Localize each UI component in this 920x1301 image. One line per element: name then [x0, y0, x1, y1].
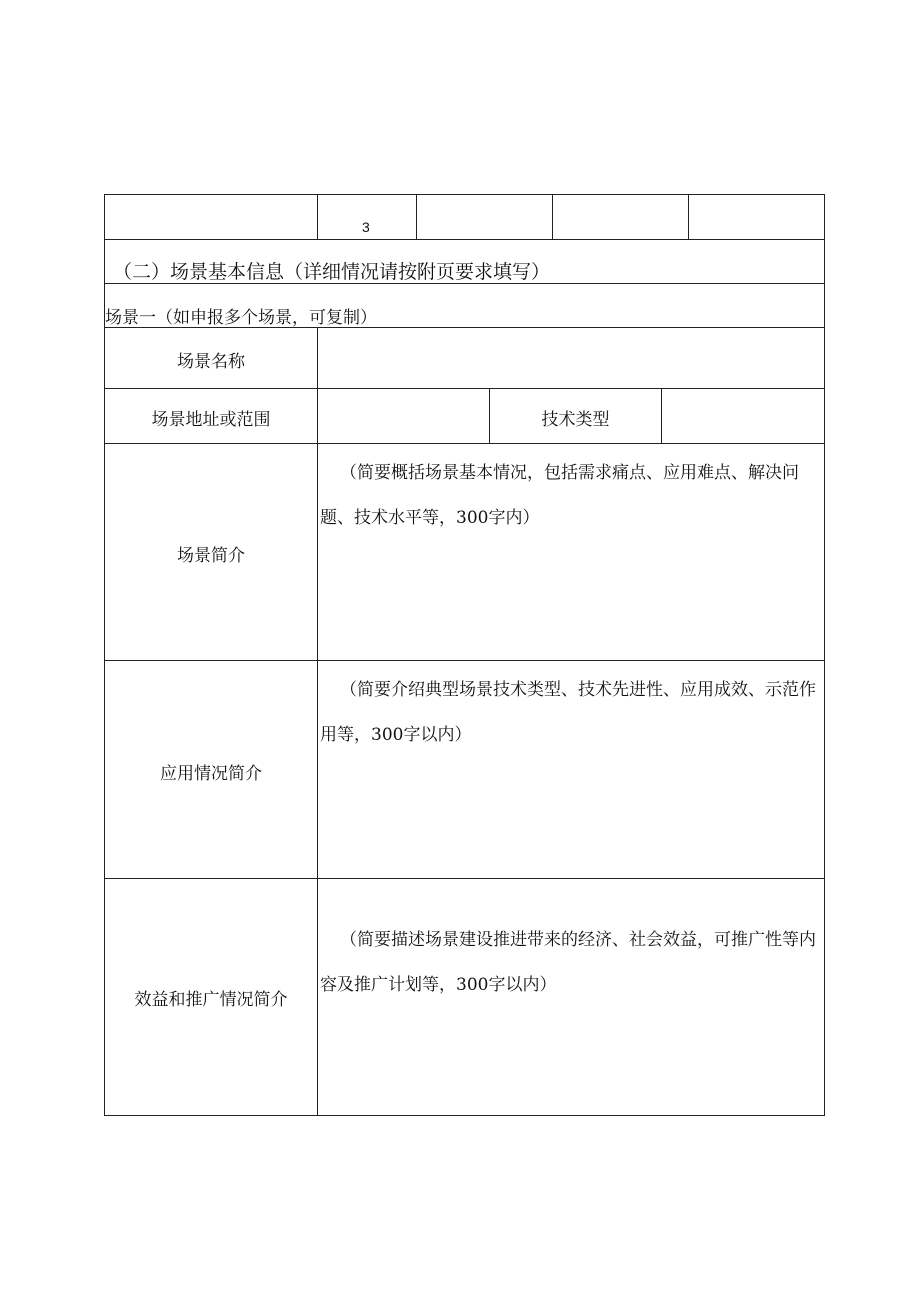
col-divider	[317, 194, 318, 239]
scene-summary-label: 场景简介	[177, 546, 245, 566]
benefit-hint[interactable]	[320, 918, 820, 1008]
row1-col2-value: 3	[362, 219, 370, 235]
scene-name-label: 场景名称	[177, 352, 245, 372]
application-hint-text: （简要介绍典型场景技术类型、技术先进性、应用成效、示范作用等，300字以内）	[320, 680, 816, 745]
tech-type-label: 技术类型	[541, 410, 610, 430]
benefit-hint-text: （简要描述场景建设推进带来的经济、社会效益，可推广性等内容及推广计划等，300字以内）	[320, 930, 816, 995]
application-hint[interactable]	[320, 668, 820, 758]
row-divider	[104, 660, 825, 661]
col-divider	[416, 194, 417, 239]
scene-name-field[interactable]	[318, 328, 824, 388]
row-divider	[104, 239, 825, 240]
scene-summary-hint-text: （简要概括场景基本情况，包括需求痛点、应用难点、解决问题、技术水平等，300字内）	[320, 463, 799, 528]
scene-intro-line: 场景一（如申报多个场景，可复制）	[105, 308, 377, 328]
application-label: 应用情况简介	[160, 764, 262, 784]
row-divider	[104, 878, 825, 879]
benefit-label: 效益和推广情况简介	[134, 990, 288, 1010]
col-divider	[688, 194, 689, 239]
tech-type-field[interactable]	[662, 389, 824, 443]
row-divider	[104, 443, 825, 444]
scene-address-label: 场景地址或范围	[151, 410, 271, 430]
scene-summary-hint[interactable]	[320, 451, 820, 541]
scene-address-field[interactable]	[318, 389, 489, 443]
col-divider	[552, 194, 553, 239]
col-divider	[317, 327, 318, 1116]
section-heading: （二）场景基本信息（详细情况请按附页要求填写）	[113, 261, 551, 283]
